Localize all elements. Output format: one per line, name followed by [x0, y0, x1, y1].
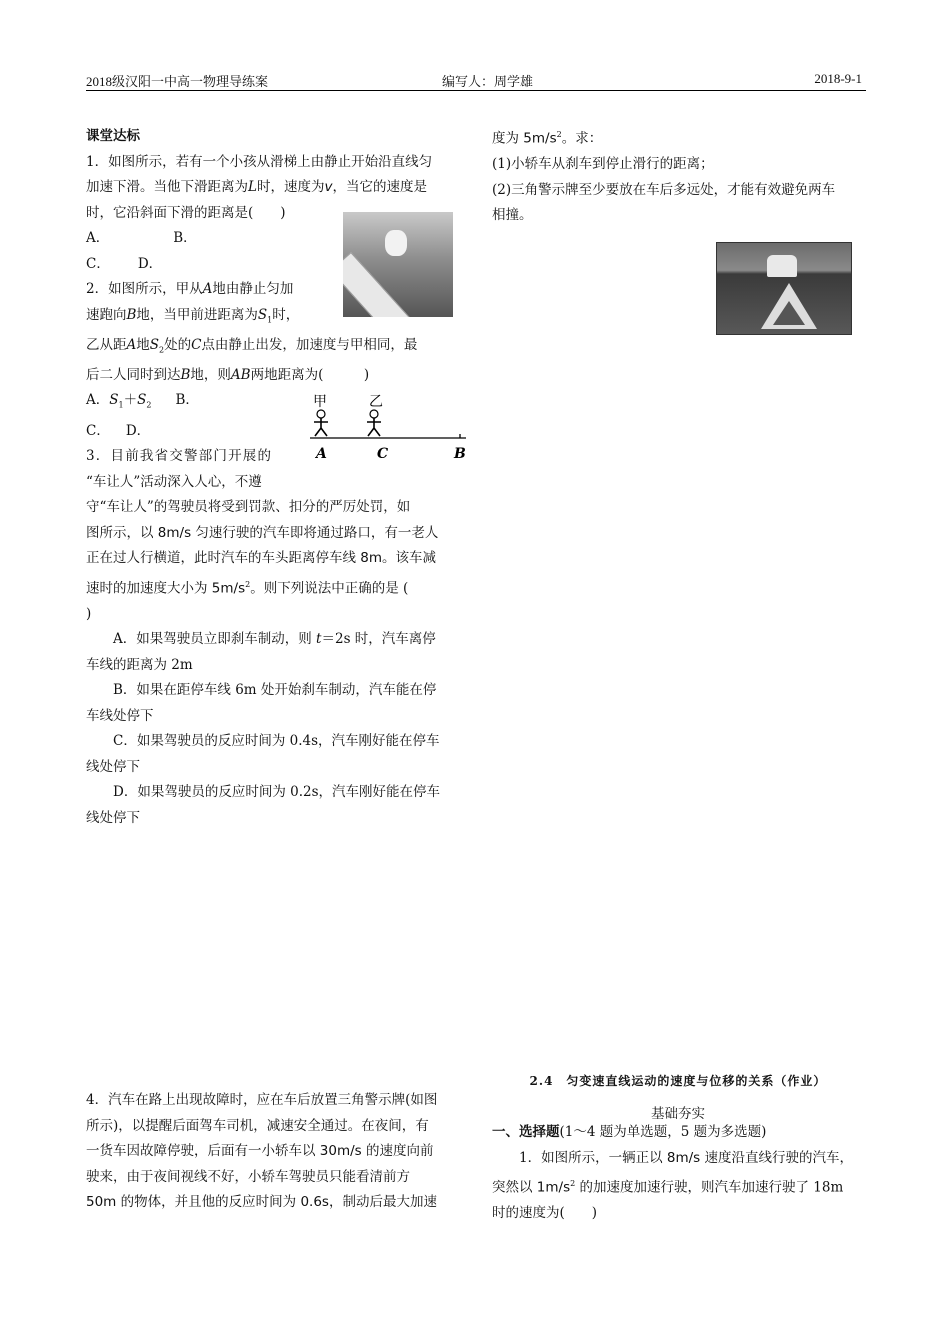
- q1-line2: 加速下滑。当他下滑距离为L时，速度为v，当它的速度是: [86, 179, 427, 195]
- q3-line1: 3．目前我省交警部门开展的: [86, 448, 273, 465]
- q3-line5: 正在过人行横道，此时汽车的车头距离停车线 8m。该车减: [86, 550, 437, 567]
- header-author: 编写人：周学雄: [442, 74, 534, 89]
- homework-block: [492, 1120, 864, 1227]
- q1-line1: 1．如图所示，若有一个小孩从滑梯上由静止开始沿直线匀: [86, 153, 433, 170]
- q4-line2: 所示)，以提醒后面驾车司机，减速安全通过。在夜间，有: [86, 1117, 429, 1134]
- q4-line1: 4．汽车在路上出现故障时，应在车后放置三角警示牌(如图: [86, 1092, 438, 1108]
- slide-photo: [343, 212, 453, 317]
- q4-block: [86, 1088, 458, 1216]
- q1-options-ab: A． B．: [86, 230, 197, 246]
- q4-part2: (2)三角警示牌至少要放在车后多远处，才能有效避免两车: [492, 181, 836, 198]
- runner-jia-icon: [314, 410, 328, 436]
- homework-subtitle: 基础夯实: [651, 1106, 705, 1122]
- q3-line3: 守“车让人”的驾驶员将受到罚款、扣分的严厉处罚，如: [86, 499, 411, 516]
- homework-part-heading: 一、选择题(1～4 题为单选题，5 题为多选题): [492, 1124, 767, 1140]
- runners-diagram: [300, 392, 470, 464]
- q2-options-ab: A．$S_1+S_2$ B．: [86, 392, 199, 411]
- q1-line3: 时，它沿斜面下滑的距离是( ): [86, 204, 286, 221]
- section-title: 课堂达标: [86, 128, 140, 144]
- q3-option-c-cont: 线处停下: [86, 758, 140, 775]
- page-header: [86, 70, 866, 91]
- label-c: C: [377, 446, 389, 462]
- q3-line4: 图所示，以 8m/s 匀速行驶的汽车即将通过路口，有一老人: [86, 524, 439, 541]
- q4-line5: 50m 的物体，并且他的反应时间为 0.6s，制动后最大加速: [86, 1194, 437, 1210]
- q4-line3: 一货车因故障停驶，后面有一小轿车以 30m/s 的速度向前: [86, 1143, 434, 1159]
- right-column: [492, 122, 864, 229]
- header-left: 2018级汉阳一中高一物理导练案: [86, 74, 269, 89]
- q3-line2: “车让人”活动深入人心，不遵: [86, 473, 262, 490]
- runner-yi-icon: [367, 410, 381, 436]
- q2-line4: 后二人同时到达B地，则AB两地距离为( ): [86, 366, 370, 383]
- header-date: 2018-9-1: [814, 71, 862, 86]
- q4-part2-cont: 相撞。: [492, 207, 533, 223]
- q3-option-d: D．如果驾驶员的反应时间为 0.2s，汽车刚好能在停车: [113, 784, 441, 801]
- q4-line4: 驶来，由于夜间视线不好，小轿车驾驶员只能看清前方: [86, 1168, 410, 1185]
- q4-cont-line1: 度为 $5m/s^2$。求：: [492, 130, 603, 147]
- q2-line3: 乙从距A地$S_2$处的C点由静止出发，加速度与甲相同，最: [86, 336, 418, 355]
- label-yi: 乙: [369, 394, 383, 410]
- hw-q1-line1: 1．如图所示，一辆正以 8m/s 速度沿直线行驶的汽车，: [519, 1149, 854, 1166]
- q1-options-cd: C． D．: [86, 255, 163, 272]
- q3-option-d-cont: 线处停下: [86, 809, 140, 826]
- q3-option-a-cont: 车线的距离为 2m: [86, 656, 193, 673]
- q4-part1: (1)小轿车从刹车到停止滑行的距离；: [492, 156, 714, 172]
- q2-line2: 速跑向B地，当甲前进距离为$S_1$时，: [86, 306, 300, 325]
- homework-title: 2.4 匀变速直线运动的速度与位移的关系（作业）: [529, 1074, 827, 1088]
- warning-triangle-photo: [716, 242, 852, 335]
- hw-q1-line3: 时的速度为( ): [492, 1205, 598, 1221]
- q3-option-b-cont: 车线处停下: [86, 707, 154, 724]
- hw-q1-line2: 突然以 $1m/s^2$ 的加速度加速行驶，则汽车加速行驶了 18m: [492, 1179, 844, 1196]
- q3-line6: 速时的加速度大小为 $5m/s^2$。则下列说法中正确的是 (: [86, 579, 409, 597]
- label-jia: 甲: [313, 394, 327, 410]
- label-b: B: [454, 446, 466, 462]
- q2-options-cd: C． D．: [86, 422, 151, 439]
- q3-option-c: C．如果驾驶员的反应时间为 0.4s，汽车刚好能在停车: [113, 733, 440, 750]
- q3-option-b: B．如果在距停车线 6m 处开始刹车制动，汽车能在停: [113, 682, 437, 699]
- q2-line1: 2．如图所示，甲从A地由静止匀加: [86, 281, 294, 297]
- q3-line7: ): [86, 605, 92, 622]
- label-a: A: [316, 446, 327, 462]
- q3-option-a: A．如果驾驶员立即刹车制动，则 t＝2s 时，汽车离停: [113, 631, 436, 648]
